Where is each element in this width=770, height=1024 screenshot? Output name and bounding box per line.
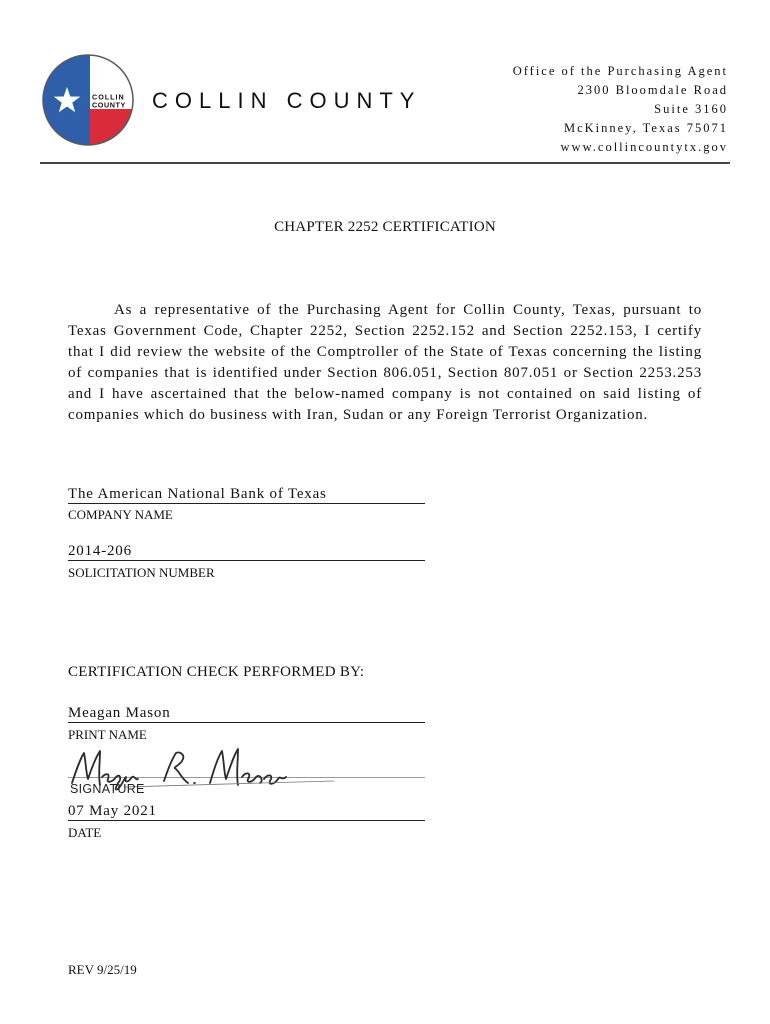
document-title: CHAPTER 2252 CERTIFICATION	[274, 219, 496, 235]
print-name-value: Meagan Mason	[68, 705, 171, 721]
solicitation-number-label: SOLICITATION NUMBER	[68, 565, 215, 580]
logo-text-collin: COLLIN	[92, 92, 125, 102]
office-street: 2300 Bloomdale Road	[577, 83, 728, 97]
signature-label: SIGNATURE	[70, 782, 145, 796]
solicitation-number-line	[68, 560, 425, 561]
date-line	[68, 820, 425, 821]
revision-note: REV 9/25/19	[68, 962, 137, 977]
certification-check-heading: CERTIFICATION CHECK PERFORMED BY:	[68, 664, 365, 680]
date-label: DATE	[68, 825, 102, 840]
print-name-line	[68, 722, 425, 723]
print-name-label: PRINT NAME	[68, 727, 147, 742]
solicitation-number-value: 2014-206	[68, 543, 132, 559]
county-name: COLLIN COUNTY	[152, 88, 422, 113]
date-value: 07 May 2021	[68, 803, 157, 819]
header-divider	[40, 162, 730, 164]
office-website: www.collincountytx.gov	[560, 140, 728, 154]
company-name-value: The American National Bank of Texas	[68, 486, 327, 502]
collin-county-logo	[40, 52, 136, 148]
office-name: Office of the Purchasing Agent	[512, 64, 728, 78]
certification-paragraph: As a representative of the Purchasing Agent for Collin County, Texas, pursuant to Texas Government Code, Chapter 2252, Section 2252.152 and Section 2252.153, I certify that I did review the website of the Comptroller of the State of Texas concerning the listing of companies that is identified under Section 806.051, Section 807.051 or Section 2253.253 and I have ascertained that the below-named company is not contained on said listing of companies which do business with Iran, Sudan or any Foreign Terrorist Organization.	[68, 302, 702, 423]
office-city: McKinney, Texas 75071	[563, 121, 728, 135]
office-address	[513, 62, 728, 157]
company-name-label: COMPANY NAME	[68, 507, 173, 522]
company-name-line	[68, 503, 425, 504]
logo-text-county: COUNTY	[92, 100, 126, 110]
office-suite: Suite 3160	[654, 102, 728, 116]
